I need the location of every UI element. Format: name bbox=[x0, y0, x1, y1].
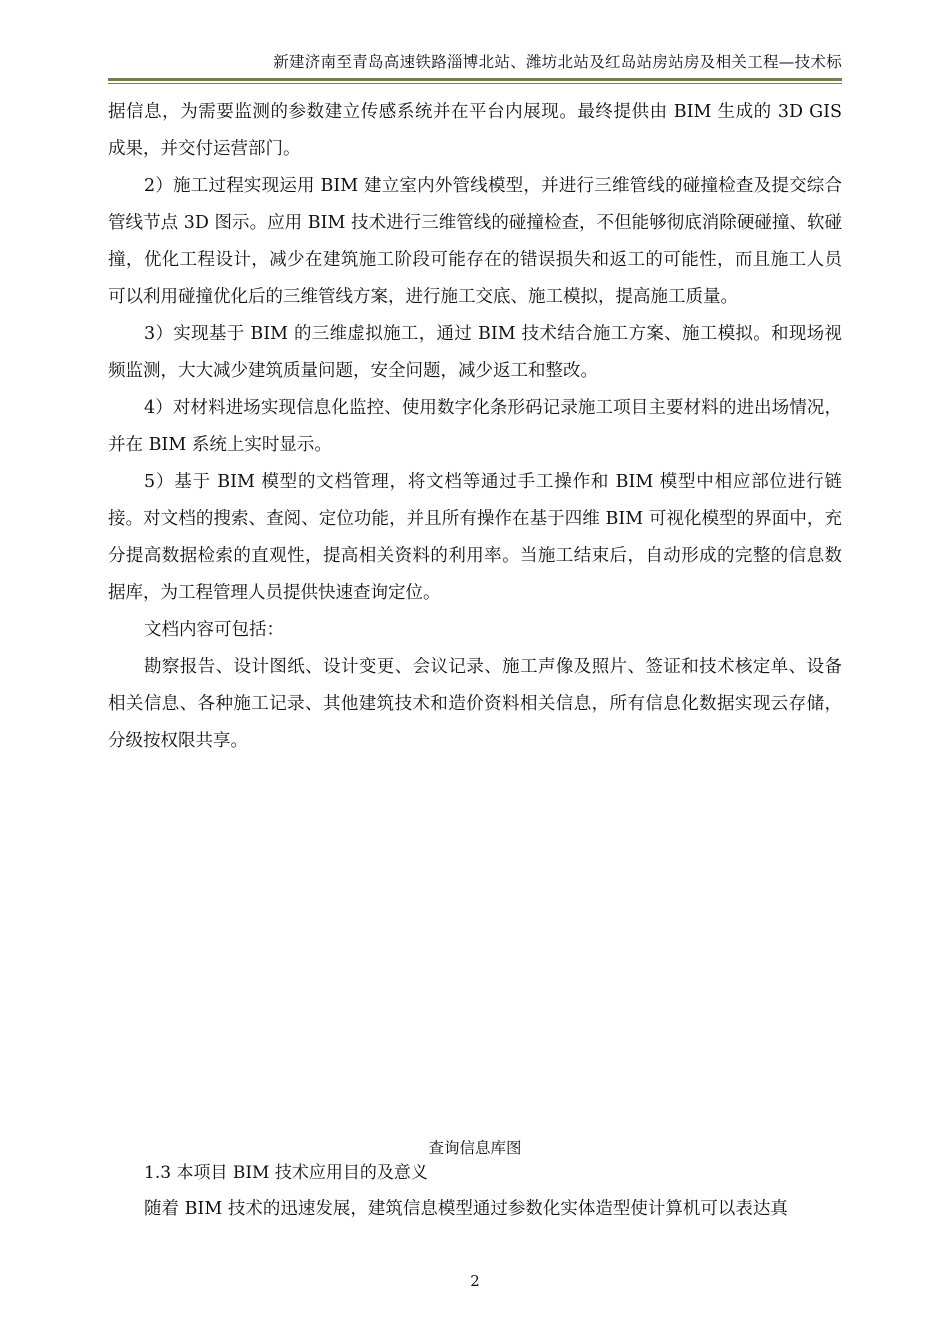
header-rule bbox=[108, 78, 842, 81]
section-first-line: 随着 BIM 技术的迅速发展，建筑信息模型通过参数化实体造型使计算机可以表达真 bbox=[144, 1199, 788, 1219]
paragraph-item-3: 3）实现基于 BIM 的三维虚拟施工，通过 BIM 技术结合施工方案、施工模拟。和现场视频监测，大大减少建筑质量问题，安全问题，减少返工和整改。 bbox=[108, 324, 842, 381]
paragraph-document-list: 勘察报告、设计图纸、设计变更、会议记录、施工声像及照片、签证和技术核定单、设备相关信息、各种施工记录、其他建筑技术和造价资料相关信息，所有信息化数据实现云存储，分级按权限共享。 bbox=[108, 657, 842, 751]
body-text bbox=[108, 94, 842, 760]
paragraph-item-2: 2）施工过程实现运用 BIM 建立室内外管线模型，并进行三维管线的碰撞检查及提交综合管线节点 3D 图示。应用 BIM 技术进行三维管线的碰撞检查，不但能够彻底消除硬碰撞、软碰撞，优化工程设计，减少在建筑施工阶段可能存在的错误损失和返工的可能性，而且施工人员可以利用碰撞优化后的三维管线方案，进行施工交底、施工模拟，提高施工质量。 bbox=[108, 176, 842, 307]
paragraph-continuation: 据信息，为需要监测的参数建立传感系统并在平台内展现。最终提供由 BIM 生成的 3D GIS 成果，并交付运营部门。 bbox=[108, 102, 842, 159]
paragraph-item-4: 4）对材料进场实现信息化监控、使用数字化条形码记录施工项目主要材料的进出场情况，并在 BIM 系统上实时显示。 bbox=[108, 398, 842, 455]
header-rule-thin bbox=[108, 83, 842, 84]
paragraph-list-intro: 文档内容可包括： bbox=[144, 620, 284, 640]
running-header: 新建济南至青岛高速铁路淄博北站、潍坊北站及红岛站房站房及相关工程—技术标 bbox=[273, 53, 842, 71]
section-heading: 1.3 本项目 BIM 技术应用目的及意义 bbox=[144, 1163, 428, 1183]
figure-caption: 查询信息库图 bbox=[428, 1139, 522, 1157]
paragraph-item-5: 5）基于 BIM 模型的文档管理，将文档等通过手工操作和 BIM 模型中相应部位进行链接。对文档的搜索、查阅、定位功能，并且所有操作在基于四维 BIM 可视化模型的界面中，充分提高数据检索的直观性，提高相关资料的利用率。当施工结束后，自动形成的完整的信息数据库，为工程管理人员提供快速查询定位。 bbox=[108, 472, 842, 603]
page-number: 2 bbox=[470, 1272, 480, 1290]
